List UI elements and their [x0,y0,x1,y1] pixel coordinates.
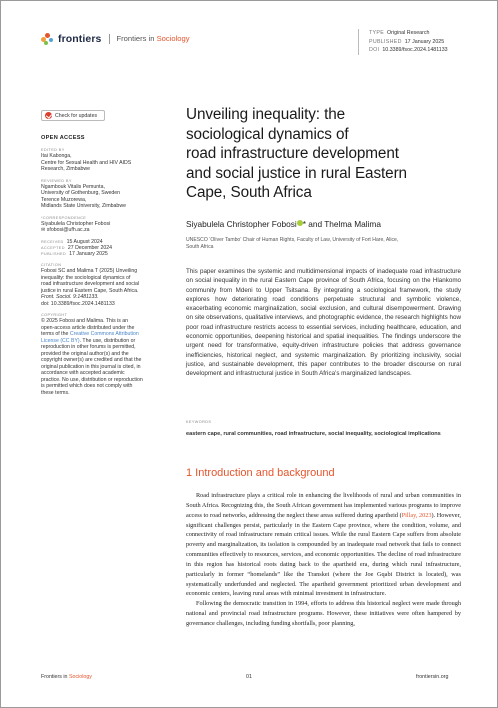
citation-line: inequality: the sociological dynamics of [41,274,131,281]
date-value: 27 December 2024 [67,244,113,251]
date-key: RECEIVED [41,239,64,244]
meta-key: TYPE [369,30,385,36]
reviewer-line: University of Gothenburg, Sweden [41,190,121,196]
title-line: Unveiling inequality: the [186,106,346,123]
title-line: sociological dynamics of [186,125,349,143]
email-icon: ✉ [41,227,47,233]
keywords-label: KEYWORDS [186,420,212,424]
reviewed-by-label: REVIEWED BY [41,178,72,183]
citation-label: CITATION [41,263,62,268]
copyright-text: . The use, distribution or [79,337,136,344]
copyright-line: is permitted which does not comply with [41,383,133,390]
edited-by-block [41,147,159,173]
publisher-name: frontiers [58,32,102,45]
reviewer-line: Midlands State University, Zimbabwe [41,203,126,209]
correspondence-name: Siyabulela Christopher Fobosi [41,220,111,227]
cc-by-link[interactable]: License (CC BY) [41,337,80,344]
affiliation [186,237,461,251]
copyright-text: terms of the [41,331,70,338]
footer-journal [41,674,92,680]
copyright-block [41,312,159,396]
footer-journal-name: Sociology [68,674,92,680]
paragraph-text: Road infrastructure plays a critical role in enhancing the livelihoods of rural and urban communities in South Africa. Recognizing this, the South African government has implemented various programs to improve access to road networks, addressing the neglect these areas suffered during apartheid ( [186,492,461,519]
affiliation-line: UNESCO ‘Oliver Tambo’ Chair of Human Rights, Faculty of Law, University of Fort Hare, Alice, [186,237,399,243]
copyright-line: accordance with accepted academic [41,370,125,377]
meta-key: DOI [369,47,380,53]
date-value: 15 August 2024 [66,238,103,245]
copyright-line: copyright owner(s) are credited and that the [41,357,142,364]
affiliation-line: South Africa [186,244,214,250]
check-updates-label: Check for updates [55,112,98,119]
paragraph [186,491,461,599]
article-title [186,105,461,203]
frontiers-logo[interactable] [41,32,190,45]
citation-line: Fobosi SC and Malima T (2025) Unveiling [41,268,138,275]
keywords: eastern cape, rural communities, road infrastructure, social inequality, sociological implications [186,431,441,437]
copyright-line: provided the original author(s) and the [41,350,129,357]
section-heading: 1 Introduction and background [186,467,335,479]
cc-license-link[interactable]: Creative Commons Attribution [69,331,139,338]
author-name[interactable]: Siyabulela Christopher Fobosi [186,219,297,229]
copyright-line: original publication in this journal is cited, in [41,363,141,370]
copyright-line: practice. No use, distribution or reproduction [41,376,143,383]
citation-block [41,262,159,307]
meta-value: 17 January 2025 [404,38,445,45]
title-line: Cape, South Africa [186,184,312,201]
author-name[interactable]: and Thelma Malima [305,219,381,229]
check-for-updates-button[interactable] [41,110,105,121]
reviewed-by-block [41,178,159,210]
meta-value: 10.3389/fsoc.2024.1481133 [382,47,448,53]
paragraph-text: ). However, significant challenges persist, particularly in the Eastern Cape province, where the condition, volume, and connectivity of road infrastructure remain critical issues. While the rural Eastern Cape suffers from absolute poverty and marginalization, its isolation is compounded by an inadequate road network that fails to connect communities effectively to resources, services, and economic opportunities. The decline of road infrastructure in this region has historical roots dating back to the apartheid era, during which rural infrastructure, particularly in former “homelands” like the Transkei (where the Joe Gqabi District is located), was systematically underfunded and neglected. The apartheid government prioritized urban development and economic centers, leaving rural areas with minimal investment in infrastructure. [186,511,461,598]
footer-prefix: Frontiers in [41,674,68,680]
meta-value: Original Research [387,30,430,36]
copyright-line: these terms. [41,389,70,396]
article-meta [358,29,448,55]
reviewer-line: Terence Muzorewa, [41,196,87,203]
copyright-line: reproduction in other forums is permitted, [41,344,136,351]
editor-line: Centre for Sexual Health and HIV AIDS [41,159,132,166]
sidebar [41,135,159,401]
copyright-line: open-access article distributed under the [41,324,135,331]
dates-block [41,239,159,258]
paragraph: Following the democratic transition in 1994, efforts to address this historical neglect were made through national and provincial road infrastructure programs. However, these initiatives were often hampered by governance challenges, including funding shortfalls, poor planning, [186,600,461,627]
title-line: road infrastructure development [186,145,399,162]
checkmark-icon [45,112,52,119]
meta-published [369,38,448,47]
footer-site-link[interactable]: frontiersin.org [416,674,449,680]
corresponding-mark: * [302,219,306,229]
citation-link[interactable]: Pillay, 2023 [401,511,432,519]
body-text [186,491,461,629]
journal-title: Sociology [156,34,190,43]
correspondence-email[interactable]: sfobosi@ufh.ac.za [46,227,90,233]
frontiers-logo-icon [41,32,54,45]
meta-key: PUBLISHED [369,38,402,45]
logo-divider [109,34,110,44]
meta-doi [369,46,448,55]
correspondence-block [41,215,159,234]
journal-name [117,34,190,43]
open-access-label: OPEN ACCESS [41,135,85,141]
meta-type [369,29,448,38]
page-number: 01 [246,674,252,680]
journal-prefix: Frontiers in [116,34,155,43]
citation-line: justice in rural Eastern Cape, South Africa. [41,287,139,294]
title-line: and social justice in rural Eastern [186,164,407,182]
edited-by-label: EDITED BY [41,148,65,152]
date-published [41,251,159,257]
date-key: ACCEPTED [41,245,65,250]
date-value: 17 January 2025 [69,251,108,258]
copyright-label: COPYRIGHT [41,313,68,318]
reviewer-line: Ngambouk Vitalis Pemunta, [41,183,105,190]
editor-line: Research, Zimbabwe [41,166,91,172]
date-key: PUBLISHED [41,252,67,257]
citation-line: doi: 10.3389/fsoc.2024.1481133 [41,300,115,307]
author-list [186,219,461,229]
copyright-line: © 2025 Fobosi and Malima. This is an [41,318,129,325]
editor-line: Itai Kabonga, [41,153,72,159]
abstract: This paper examines the systemic and multidimensional impacts of inadequate road infrastructure on social inequality in the rural Eastern Cape province of South Africa, focusing on the Hlankomo community from Mdeni to Upper Tsitsana. By integrating a sociological framework, the study explores how deteriorating road conditions perpetuate structural and symbolic violence, exacerbating economic marginalization, social exclusion, and cultural disempowerment. Drawing on site observations, qualitative interviews, and photographic evidence, the research highlights how poor road infrastructure restricts access to essential services, including healthcare, education, and economic opportunities, deepening historical and spatial inequalities. The findings underscore the urgent need for transformative, equity-driven infrastructure policies that address governance inefficiencies, historical neglect, and systemic marginalization. By prioritizing inclusivity, social justice, and sustainable development, this paper contributes to the broader discourse on rural development and infrastructural justice in South Africa’s marginalized landscapes. [186,268,461,378]
correspondence-label: *CORRESPONDENCE [41,215,87,220]
citation-line: road infrastructure development and social [41,281,140,288]
correspondence-email-row[interactable] [41,227,159,234]
citation-line: Front. Sociol. 9:1481133. [41,294,99,301]
